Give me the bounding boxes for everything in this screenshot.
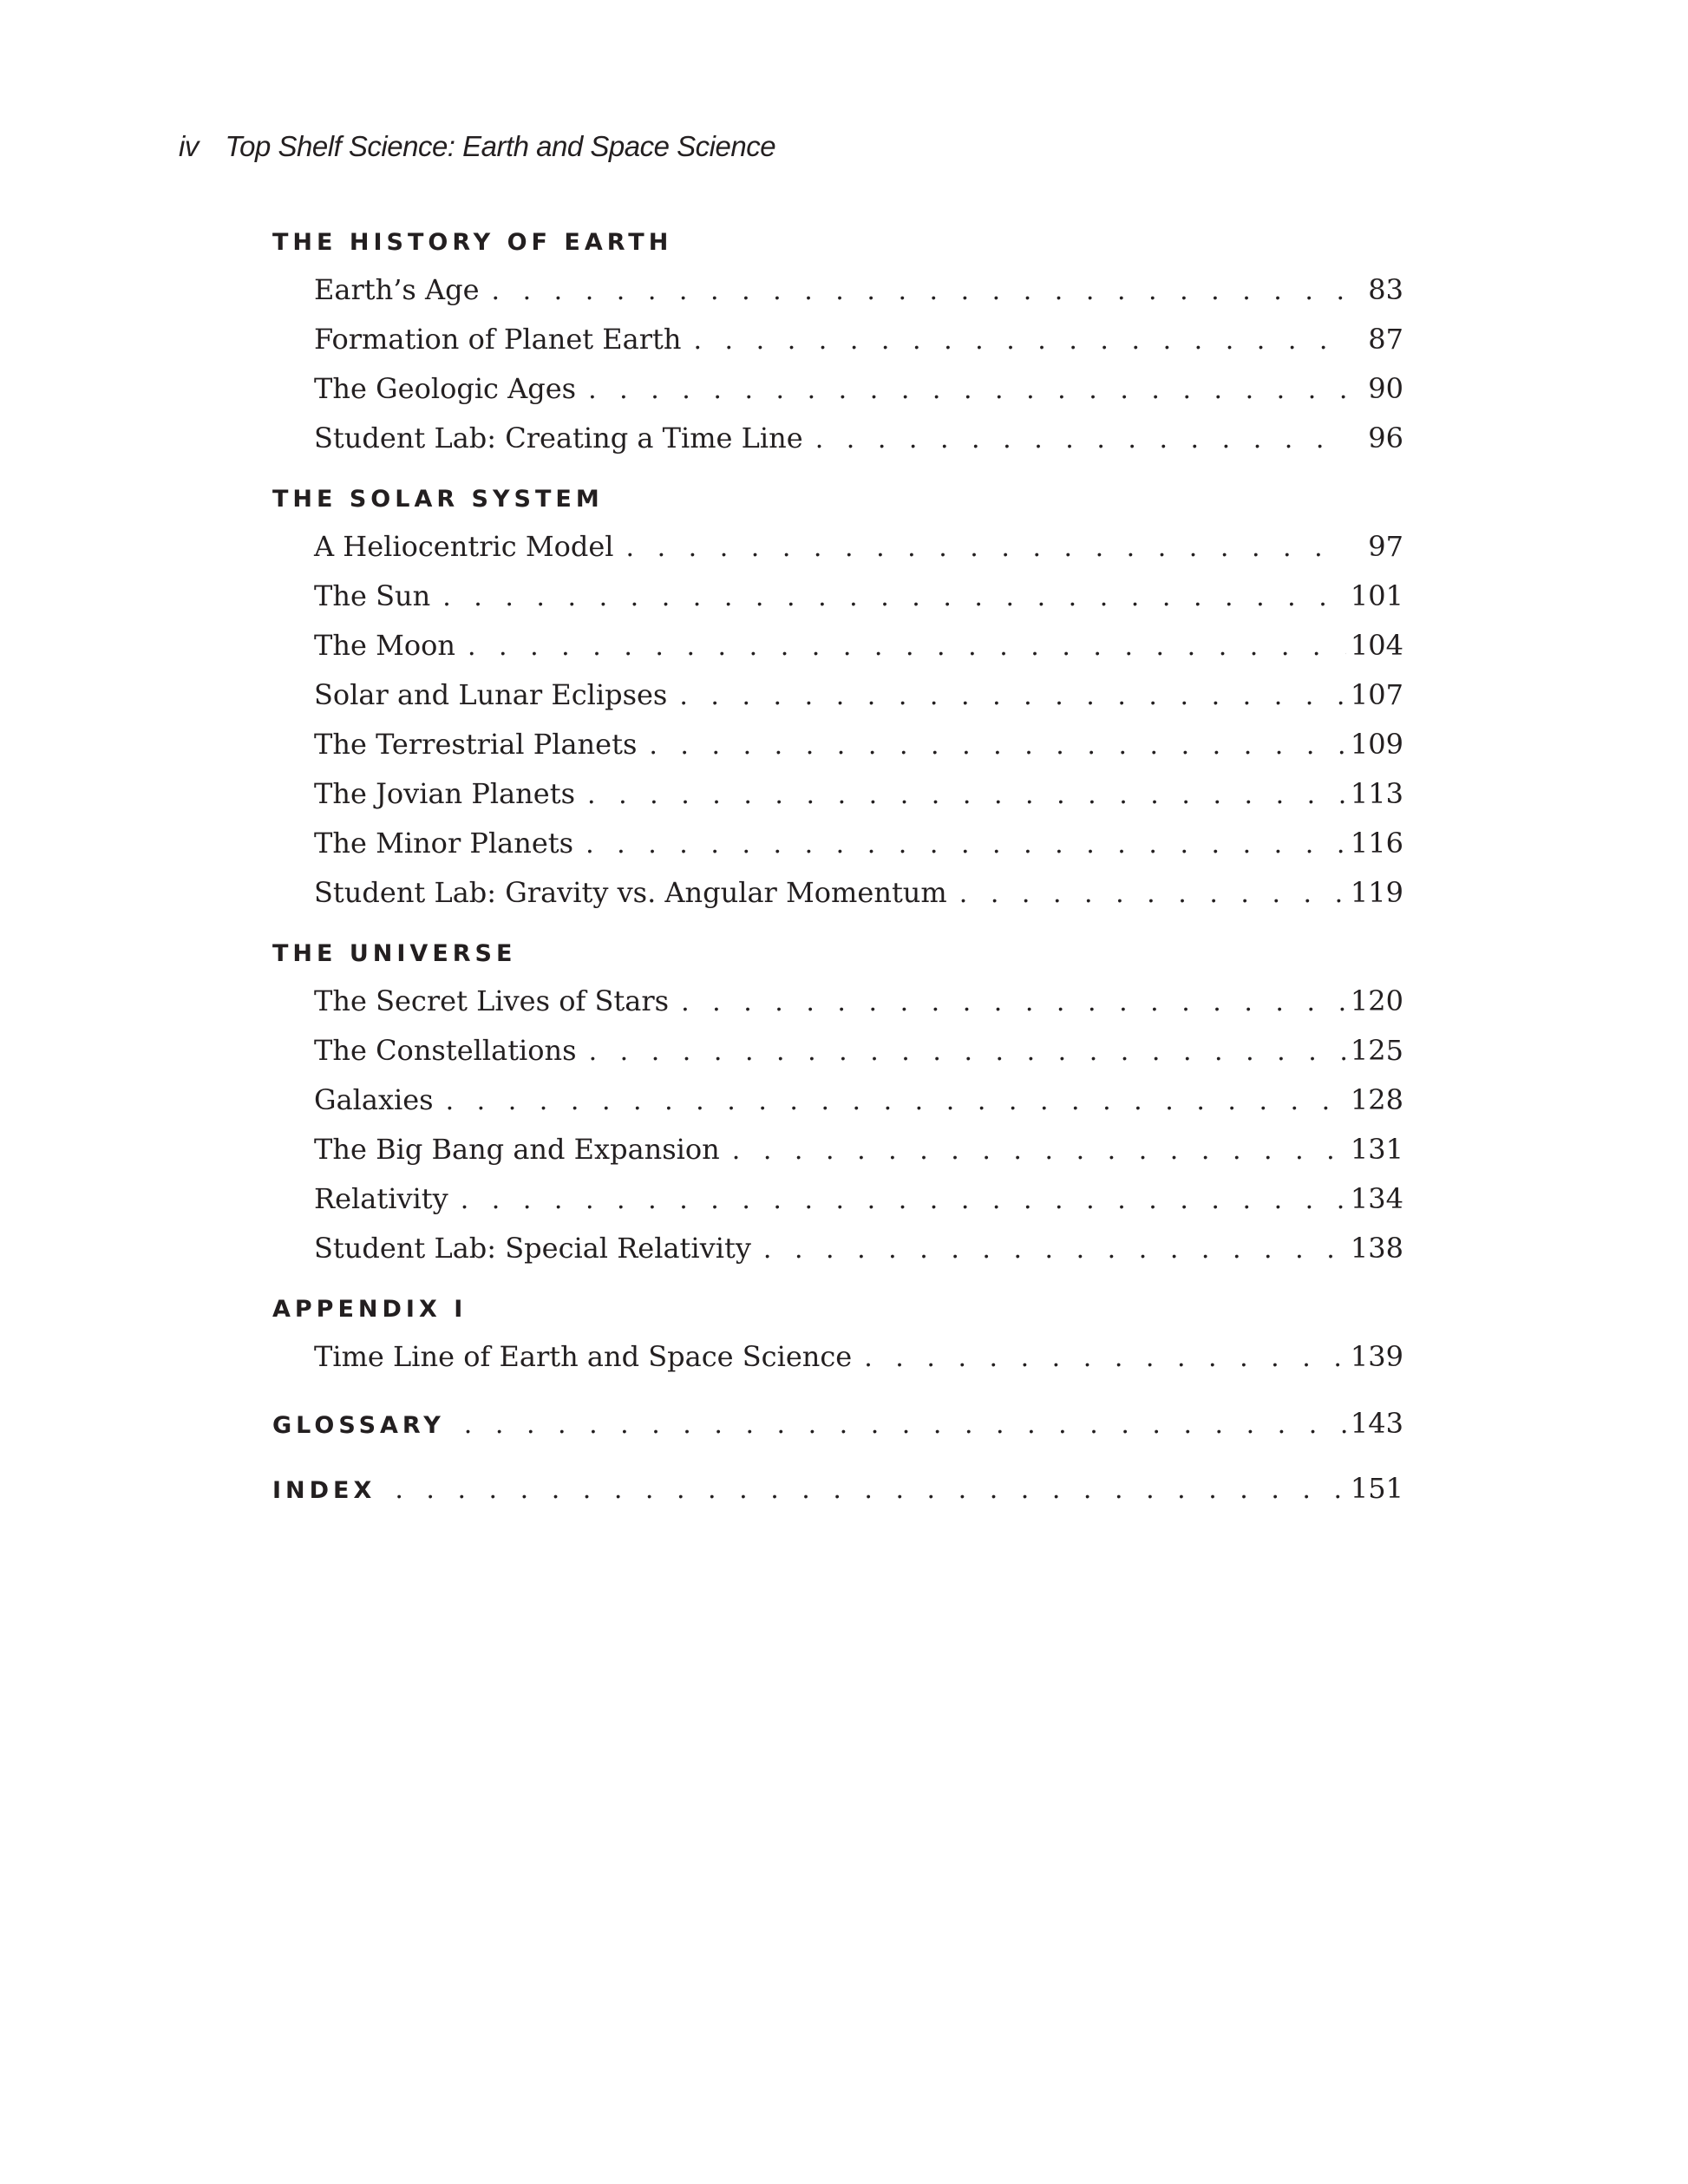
dot-leader <box>649 721 1346 770</box>
entry-page-number: 90 <box>1368 372 1403 405</box>
toc-entry[interactable] <box>314 1224 1403 1273</box>
dot-leader <box>959 869 1346 919</box>
entry-title: Student Lab: Gravity vs. Angular Momentum <box>314 876 947 909</box>
dot-leader <box>693 316 1346 365</box>
toc-entry-glossary[interactable] <box>272 1399 1403 1448</box>
toc-entry[interactable] <box>314 868 1403 918</box>
toc-entry[interactable] <box>314 1076 1403 1125</box>
toc-entry[interactable] <box>314 1125 1403 1174</box>
dot-leader <box>589 1027 1346 1076</box>
entry-page-number: 128 <box>1350 1083 1403 1116</box>
toc-entry[interactable] <box>314 977 1403 1026</box>
entry-title: A Heliocentric Model <box>314 530 614 563</box>
entry-title: INDEX <box>272 1477 376 1504</box>
section-heading: THE UNIVERSE <box>272 940 517 967</box>
entry-page-number: 151 <box>1350 1472 1403 1505</box>
toc-entry[interactable] <box>314 1332 1403 1382</box>
dot-leader <box>681 978 1346 1027</box>
toc-entry[interactable] <box>314 364 1403 414</box>
entry-title: Earth’s Age <box>314 273 480 306</box>
dot-leader <box>586 820 1346 869</box>
toc-entry[interactable] <box>314 621 1403 670</box>
dot-leader <box>864 1333 1346 1383</box>
entry-title: GLOSSARY <box>272 1412 445 1439</box>
dot-leader <box>442 572 1346 622</box>
section-heading: APPENDIX I <box>272 1296 468 1323</box>
entry-page-number: 113 <box>1350 777 1403 810</box>
dot-leader <box>679 671 1346 721</box>
entry-title: The Geologic Ages <box>314 372 577 405</box>
page-folio: iv <box>179 130 199 162</box>
toc-entry[interactable] <box>314 819 1403 868</box>
entry-title: The Terrestrial Planets <box>314 728 638 761</box>
entry-title: The Moon <box>314 629 455 662</box>
section-heading: THE SOLAR SYSTEM <box>272 486 604 513</box>
running-head <box>179 130 775 163</box>
toc-entry-index[interactable] <box>272 1464 1403 1514</box>
entry-page-number: 131 <box>1350 1133 1403 1166</box>
entry-page-number: 143 <box>1350 1407 1403 1440</box>
toc-entry[interactable] <box>314 720 1403 769</box>
entry-title: Time Line of Earth and Space Science <box>314 1340 853 1373</box>
toc-entry[interactable] <box>314 572 1403 621</box>
entry-title: Solar and Lunar Eclipses <box>314 678 668 711</box>
entry-page-number: 119 <box>1350 876 1403 909</box>
entry-title: The Jovian Planets <box>314 777 575 810</box>
entry-page-number: 125 <box>1350 1034 1403 1067</box>
entry-page-number: 104 <box>1350 629 1403 662</box>
book-title: Top Shelf Science: Earth and Space Science <box>225 130 776 162</box>
entry-page-number: 96 <box>1368 422 1403 454</box>
entry-title: Student Lab: Special Relativity <box>314 1232 751 1265</box>
entry-title: The Sun <box>314 579 431 612</box>
entry-page-number: 101 <box>1350 579 1403 612</box>
entry-title: Formation of Planet Earth <box>314 323 682 356</box>
toc-section-history-of-earth <box>272 224 1403 463</box>
entry-page-number: 107 <box>1350 678 1403 711</box>
toc-entry[interactable] <box>314 1174 1403 1224</box>
entry-page-number: 83 <box>1368 273 1403 306</box>
toc-entry[interactable] <box>314 414 1403 463</box>
entry-title: The Secret Lives of Stars <box>314 984 670 1017</box>
entry-title: Student Lab: Creating a Time Line <box>314 422 803 454</box>
toc-entry[interactable] <box>314 522 1403 572</box>
toc-entry[interactable] <box>314 769 1403 819</box>
entry-page-number: 97 <box>1368 530 1403 563</box>
entry-page-number: 109 <box>1350 728 1403 761</box>
dot-leader <box>468 622 1346 671</box>
toc-entry[interactable] <box>314 670 1403 720</box>
dot-leader <box>732 1126 1346 1175</box>
entry-page-number: 116 <box>1350 827 1403 860</box>
entry-title: The Big Bang and Expansion <box>314 1133 720 1166</box>
entry-title: The Minor Planets <box>314 827 574 860</box>
dot-leader <box>587 770 1346 820</box>
toc-section-appendix <box>272 1291 1403 1382</box>
toc-section-universe <box>272 935 1403 1273</box>
toc-entry[interactable] <box>314 265 1403 315</box>
entry-page-number: 120 <box>1350 984 1403 1017</box>
dot-leader <box>395 1465 1346 1514</box>
dot-leader <box>626 523 1347 572</box>
toc-entry[interactable] <box>314 315 1403 364</box>
entry-page-number: 87 <box>1368 323 1403 356</box>
entry-title: Galaxies <box>314 1083 434 1116</box>
dot-leader <box>446 1076 1346 1126</box>
entry-page-number: 134 <box>1350 1182 1403 1215</box>
table-of-contents <box>272 224 1403 1529</box>
entry-title: The Constellations <box>314 1034 577 1067</box>
dot-leader <box>588 365 1346 415</box>
entry-page-number: 138 <box>1350 1232 1403 1265</box>
dot-leader <box>492 266 1347 316</box>
toc-entry[interactable] <box>314 1026 1403 1076</box>
section-heading: THE HISTORY OF EARTH <box>272 229 673 256</box>
toc-section-solar-system <box>272 481 1403 918</box>
dot-leader <box>763 1225 1346 1274</box>
entry-page-number: 139 <box>1350 1340 1403 1373</box>
dot-leader <box>461 1175 1346 1225</box>
dot-leader <box>815 415 1346 464</box>
dot-leader <box>464 1400 1346 1449</box>
entry-title: Relativity <box>314 1182 448 1215</box>
